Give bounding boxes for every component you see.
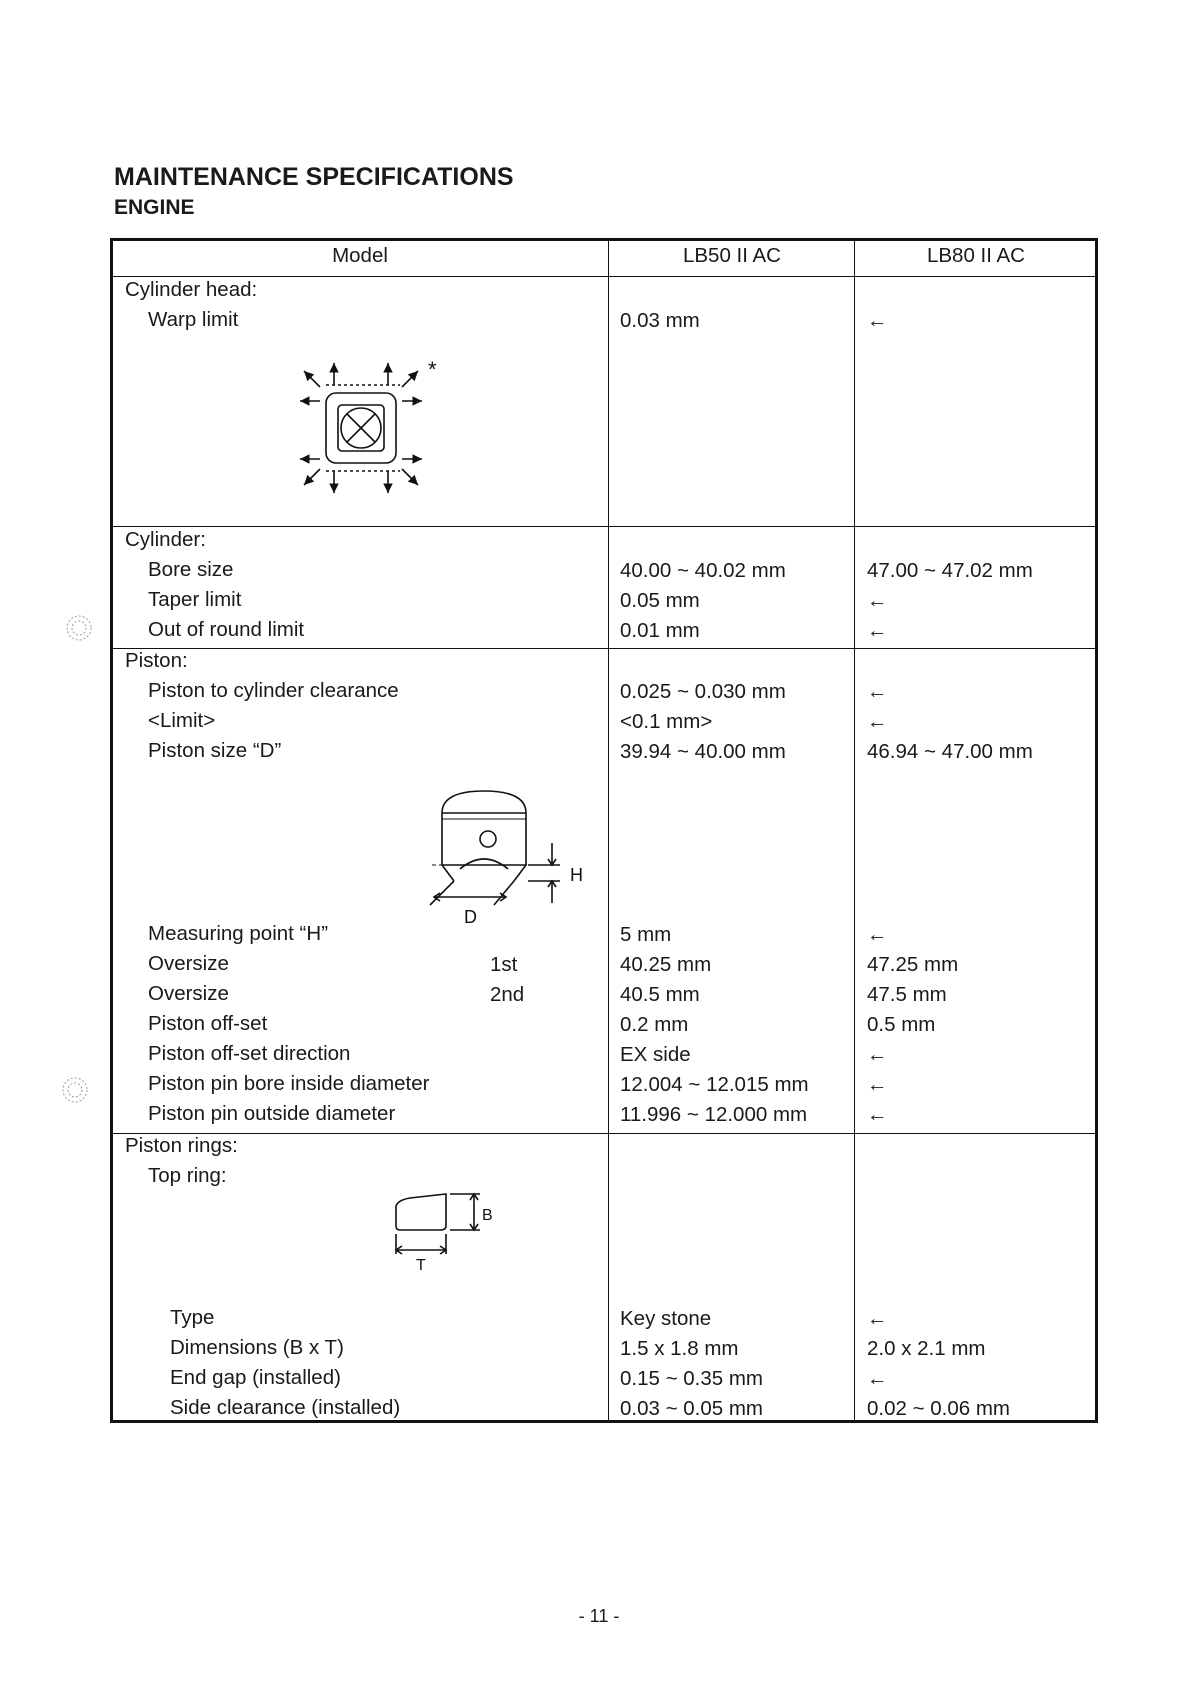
- binder-hole-mark: [58, 1070, 92, 1110]
- row-sublabel: 1st: [490, 953, 518, 976]
- top-ring-diagram: [390, 1190, 520, 1290]
- row-value-col1: 0.15 ~ 0.35 mm: [620, 1367, 764, 1390]
- header-col1: LB50 II AC: [682, 244, 781, 267]
- row-value-col2: ←: [867, 1073, 888, 1096]
- row-value-col2: 47.5 mm: [867, 983, 947, 1006]
- row-label: Measuring point “H”: [148, 922, 329, 945]
- row-value-col1: Key stone: [620, 1307, 712, 1330]
- warp-limit-diagram: [290, 355, 470, 515]
- header-divider: [112, 276, 1097, 277]
- row-label: Piston off-set: [148, 1012, 268, 1035]
- row-label: Warp limit: [148, 308, 239, 331]
- row-label: Bore size: [148, 558, 234, 581]
- row-value-col2: ←: [867, 680, 888, 703]
- column-divider: [854, 240, 855, 1421]
- row-label: Piston to cylinder clearance: [148, 679, 399, 702]
- row-value-col2: ←: [867, 1043, 888, 1066]
- row-value-col1: 0.025 ~ 0.030 mm: [620, 680, 786, 703]
- table-frame: [110, 238, 1098, 1423]
- row-label: Side clearance (installed): [170, 1396, 401, 1419]
- row-value-col2: ←: [867, 923, 888, 946]
- asterisk-mark: *: [428, 357, 437, 382]
- row-value-col2: ←: [867, 1103, 888, 1126]
- row-label: Piston pin bore inside diameter: [148, 1072, 430, 1095]
- section-title: ENGINE: [114, 196, 195, 219]
- section-divider: [112, 526, 1097, 527]
- row-value-col2: ←: [867, 1367, 888, 1390]
- page-title: MAINTENANCE SPECIFICATIONS: [114, 163, 514, 191]
- header-col2: LB80 II AC: [926, 244, 1025, 267]
- row-value-col2: 46.94 ~ 47.00 mm: [867, 740, 1033, 763]
- row-value-col2: 47.00 ~ 47.02 mm: [867, 559, 1033, 582]
- row-label: Cylinder head:: [125, 278, 258, 301]
- row-value-col1: 1.5 x 1.8 mm: [620, 1337, 739, 1360]
- label-h: H: [570, 865, 583, 885]
- row-label: Piston rings:: [125, 1134, 238, 1157]
- row-label: Piston pin outside diameter: [148, 1102, 396, 1125]
- row-value-col2: ←: [867, 619, 888, 642]
- row-value-col1: 0.01 mm: [620, 619, 700, 642]
- row-value-col1: <0.1 mm>: [620, 710, 713, 733]
- row-label: <Limit>: [148, 709, 216, 732]
- row-sublabel: 2nd: [490, 983, 525, 1006]
- row-label: Taper limit: [148, 588, 242, 611]
- row-value-col2: ←: [867, 589, 888, 612]
- header-model: Model: [332, 244, 388, 267]
- row-value-col1: 0.03 mm: [620, 309, 700, 332]
- row-label: Oversize: [148, 952, 229, 975]
- binder-hole-mark: [62, 608, 96, 648]
- label-b: B: [482, 1207, 493, 1224]
- row-label: Piston:: [125, 649, 188, 672]
- row-value-col1: 40.25 mm: [620, 953, 712, 976]
- row-label: Out of round limit: [148, 618, 305, 641]
- row-value-col1: 40.5 mm: [620, 983, 700, 1006]
- row-value-col1: 11.996 ~ 12.000 mm: [620, 1103, 808, 1126]
- row-value-col1: 0.2 mm: [620, 1013, 689, 1036]
- row-label: Type: [170, 1306, 215, 1329]
- row-value-col1: 39.94 ~ 40.00 mm: [620, 740, 786, 763]
- section-divider: [112, 1133, 1097, 1134]
- row-value-col1: 40.00 ~ 40.02 mm: [620, 559, 786, 582]
- row-value-col2: 2.0 x 2.1 mm: [867, 1337, 986, 1360]
- row-value-col1: 0.03 ~ 0.05 mm: [620, 1397, 764, 1420]
- label-t: T: [416, 1257, 426, 1274]
- row-value-col2: 0.02 ~ 0.06 mm: [867, 1397, 1011, 1420]
- row-label: End gap (installed): [170, 1366, 341, 1389]
- row-label: Oversize: [148, 982, 229, 1005]
- row-label: Dimensions (B x T): [170, 1336, 344, 1359]
- row-value-col1: 0.05 mm: [620, 589, 700, 612]
- row-value-col1: 12.004 ~ 12.015 mm: [620, 1073, 809, 1096]
- section-divider: [112, 648, 1097, 649]
- column-divider: [608, 240, 609, 1421]
- piston-diagram: [410, 785, 600, 925]
- label-d: D: [464, 907, 477, 927]
- row-label: Piston off-set direction: [148, 1042, 351, 1065]
- row-value-col2: 0.5 mm: [867, 1013, 936, 1036]
- row-value-col2: ←: [867, 710, 888, 733]
- page-number: - 11 -: [578, 1606, 620, 1626]
- row-value-col2: ←: [867, 309, 888, 332]
- row-value-col1: EX side: [620, 1043, 691, 1066]
- row-value-col1: 5 mm: [620, 923, 672, 946]
- row-label: Cylinder:: [125, 528, 206, 551]
- row-value-col2: 47.25 mm: [867, 953, 959, 976]
- row-label: Piston size “D”: [148, 739, 282, 762]
- row-value-col2: ←: [867, 1307, 888, 1330]
- row-label: Top ring:: [148, 1164, 227, 1187]
